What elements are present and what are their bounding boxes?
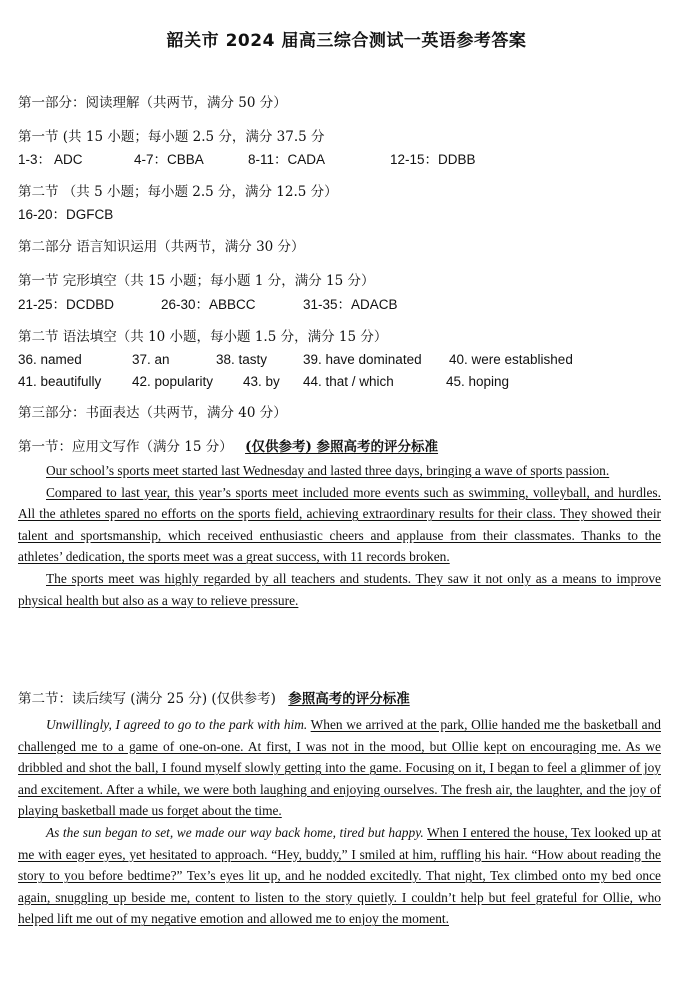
grammar-answer: 39. have dominated (303, 352, 422, 367)
grammar-answer: 44. that / which (303, 374, 394, 389)
grammar-answer: 42. popularity (132, 374, 214, 389)
continuation-text: When we arrived at the park, Ollie handed me the basketball and challenged me to a game of one-on-one. At first, I was not in the mood, but Ollie kept on encouraging me. As we dribbled and shot the ball, I found myself slowly getting into the game. Focusing on it, I began to feel a glimmer of joy and excitement. After a while, we were both laughing and enjoying ourselves. The fresh air, the laughter, and the joy of playing basketball made us forget about the time. (18, 717, 661, 819)
continuation-text: When I entered the house, Tex looked up at me with eager eyes, yet hesitated to approach. “Hey, buddy,” I smiled at him, ruffling his hair. “How about reading the story to you before bedtime?” Tex’s eyes lit up, and he nodded excitedly. That night, Tex climbed onto my bed once again, snuggling up beside me, content to listen to the story quietly. I couldn’t help but feel grateful for Ollie, who helped lift me out of my negative emotion and allowed me to enjoy the moment. (18, 824, 662, 927)
grammar-answer: 41. beautifully (18, 374, 102, 389)
writing-sample-1 (18, 460, 661, 611)
answer-group: 26-30：ABBCC (161, 297, 256, 312)
writing-sample-2 (18, 714, 661, 930)
part2-heading: 第二部分 语言知识运用（共两节，满分 30 分） (18, 239, 305, 255)
part2-section1-heading: 第一节 完形填空（共 15 小题；每小题 1 分，满分 15 分） (18, 273, 375, 289)
grammar-answer: 43. by (243, 374, 280, 389)
answer-group: 1-3： ADC (18, 152, 83, 167)
essay-paragraph: Our school’s sports meet started last Wednesday and lasted three days, bringing a wave of sports passion. (46, 463, 610, 478)
essay-paragraph (18, 714, 661, 822)
part3-section2-heading-row (18, 690, 410, 708)
part3-section1-heading: 第一节：应用文写作（满分 15 分） (18, 439, 233, 455)
essay-paragraph: Compared to last year, this year’s sports meet included more events such as swimming, volleyball, and hurdles. All the athletes spared no efforts on the sports field, achieving extraordinary results for their class. They showed their talent and sportsmanship, which received enthusiastic cheers and applause from their classmates. Thanks to the athletes’ dedication, the sports meet was a great success, with 11 records broken. (18, 484, 661, 565)
grammar-answer: 38. tasty (216, 352, 268, 367)
grammar-answer: 37. an (132, 352, 170, 367)
scoring-note: 参照高考的评分标准 (288, 691, 410, 707)
answer-group: 4-7：CBBA (134, 152, 204, 167)
essay-paragraph (18, 822, 661, 930)
essay-paragraph: The sports meet was highly regarded by all teachers and students. They saw it not only as a means to improve physical health but also as a way to relieve pressure. (18, 570, 661, 608)
answer-group: 8-11：CADA (248, 152, 326, 167)
grammar-answer: 36. named (18, 352, 82, 367)
answer-group: 16-20：DGFCB (18, 207, 114, 222)
part1-section1-heading: 第一节 (共 15 小题；每小题 2.5 分，满分 37.5 分 (18, 129, 325, 145)
answer-group: 31-35：ADACB (303, 297, 398, 312)
answer-group: 21-25：DCDBD (18, 297, 115, 312)
page-title: 韶关市 2024 届高三综合测试一英语参考答案 (166, 31, 527, 51)
part1-heading: 第一部分：阅读理解（共两节，满分 50 分） (18, 95, 287, 111)
grammar-answer: 45. hoping (446, 374, 510, 389)
part3-section1-heading-row (18, 438, 438, 456)
given-sentence: As the sun began to set, we made our way back home, tired but happy. (46, 824, 424, 840)
part3-heading: 第三部分：书面表达（共两节，满分 40 分） (18, 405, 287, 421)
part1-section2-heading: 第二节 （共 5 小题；每小题 2.5 分，满分 12.5 分） (18, 184, 338, 200)
grammar-answer: 40. were established (449, 352, 573, 367)
part2-section2-heading: 第二节 语法填空（共 10 小题，每小题 1.5 分，满分 15 分） (18, 329, 388, 345)
given-sentence: Unwillingly, I agreed to go to the park with him. (46, 717, 308, 732)
scoring-note: (仅供参考) 参照高考的评分标准 (245, 439, 439, 455)
answer-group: 12-15：DDBB (390, 152, 476, 167)
part3-section2-heading: 第二节：读后续写 (满分 25 分) (仅供参考) (18, 691, 276, 707)
